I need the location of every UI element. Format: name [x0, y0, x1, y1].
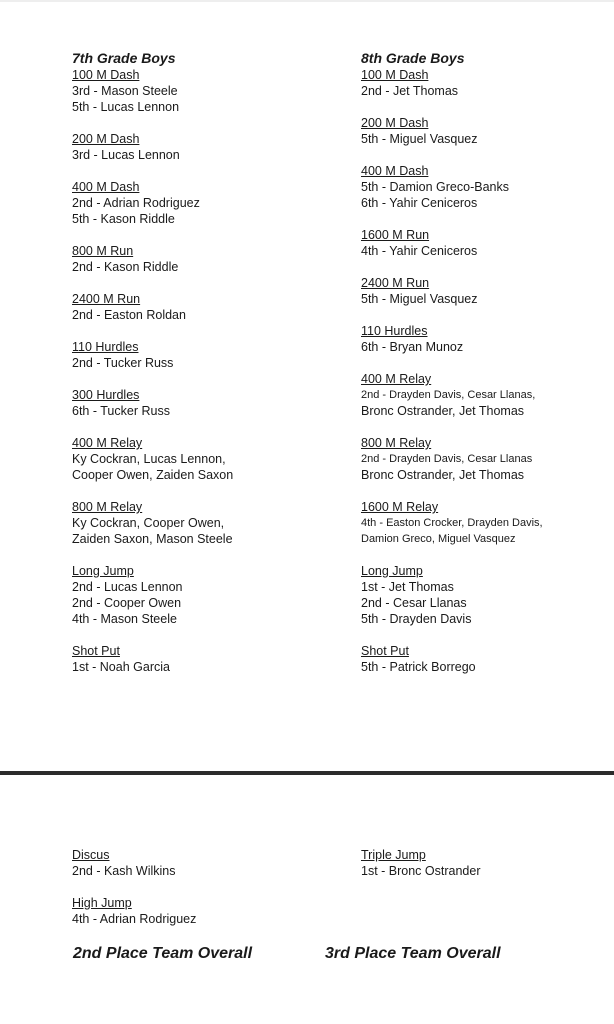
event-name: 800 M Relay: [72, 500, 143, 514]
event-name: 110 Hurdles: [361, 324, 428, 338]
event-200m-dash: [72, 131, 352, 163]
event-name: 800 M Relay: [361, 436, 432, 450]
event-name: 200 M Dash: [72, 132, 140, 146]
result-line: 2nd - Jet Thomas: [361, 84, 459, 98]
event-name: Shot Put: [361, 644, 409, 658]
result-line: 2nd - Easton Roldan: [72, 308, 186, 322]
result-line: 4th - Adrian Rodriguez: [72, 912, 197, 926]
seventh-grade-heading: 7th Grade Boys: [72, 50, 176, 66]
event-110-hurdles: [361, 323, 614, 355]
result-line: Ky Cockran, Lucas Lennon,: [72, 452, 226, 466]
seventh-team-overall: 2nd Place Team Overall: [73, 945, 253, 962]
result-line: 5th - Kason Riddle: [72, 212, 175, 226]
event-300-hurdles: [72, 387, 352, 419]
lower-left-column: [72, 847, 352, 943]
event-1600m-run: [361, 227, 614, 259]
result-line: 2nd - Lucas Lennon: [72, 580, 183, 594]
page-divider: [0, 771, 614, 775]
event-shot-put: [72, 643, 352, 675]
result-line: Bronc Ostrander, Jet Thomas: [361, 468, 525, 482]
event-name: Shot Put: [72, 644, 120, 658]
eighth-grade-heading: 8th Grade Boys: [361, 50, 465, 66]
event-100m-dash: [72, 67, 352, 115]
event-name: 300 Hurdles: [72, 388, 140, 402]
event-800m-relay: [72, 499, 352, 547]
event-name: 2400 M Run: [72, 292, 141, 306]
event-400m-dash: [361, 163, 614, 211]
result-line: 3rd - Lucas Lennon: [72, 148, 180, 162]
event-name: 200 M Dash: [361, 116, 429, 130]
result-line: 2nd - Kash Wilkins: [72, 864, 176, 878]
result-line: 2nd - Drayden Davis, Cesar Llanas,: [361, 389, 536, 401]
event-110-hurdles: [72, 339, 352, 371]
event-100m-dash: [361, 67, 614, 99]
result-line: 2nd - Cesar Llanas: [361, 596, 467, 610]
event-name: 400 M Relay: [361, 372, 432, 386]
event-200m-dash: [361, 115, 614, 147]
event-name: 800 M Run: [72, 244, 134, 258]
event-2400m-run: [361, 275, 614, 307]
event-name: 2400 M Run: [361, 276, 430, 290]
eighth-grade-column: [361, 50, 614, 691]
result-line: 5th - Drayden Davis: [361, 612, 472, 626]
event-name: 400 M Dash: [72, 180, 140, 194]
event-name: High Jump: [72, 896, 132, 910]
event-shot-put: [361, 643, 614, 675]
event-400m-relay: [72, 435, 352, 483]
seventh-grade-column: [72, 50, 352, 691]
result-line: Bronc Ostrander, Jet Thomas: [361, 404, 525, 418]
result-line: 1st - Jet Thomas: [361, 580, 454, 594]
lower-right-column: [361, 847, 614, 895]
result-line: 2nd - Kason Riddle: [72, 260, 179, 274]
result-line: 2nd - Tucker Russ: [72, 356, 174, 370]
event-name: 1600 M Relay: [361, 500, 439, 514]
event-2400m-run: [72, 291, 352, 323]
result-line: 1st - Noah Garcia: [72, 660, 170, 674]
eighth-team-overall: 3rd Place Team Overall: [325, 945, 501, 962]
result-line: Damion Greco, Miguel Vasquez: [361, 533, 516, 545]
event-name: Discus: [72, 848, 110, 862]
event-name: 100 M Dash: [72, 68, 140, 82]
result-line: 5th - Miguel Vasquez: [361, 292, 478, 306]
result-line: 2nd - Drayden Davis, Cesar Llanas: [361, 453, 533, 465]
result-line: 3rd - Mason Steele: [72, 84, 178, 98]
result-line: 1st - Bronc Ostrander: [361, 864, 481, 878]
result-line: Cooper Owen, Zaiden Saxon: [72, 468, 234, 482]
result-line: 5th - Damion Greco-Banks: [361, 180, 509, 194]
event-long-jump: [361, 563, 614, 627]
event-high-jump: [72, 895, 352, 927]
result-line: 6th - Bryan Munoz: [361, 340, 464, 354]
event-name: 100 M Dash: [361, 68, 429, 82]
page-top-edge: [0, 0, 614, 2]
event-name: 1600 M Run: [361, 228, 430, 242]
event-400m-dash: [72, 179, 352, 227]
result-line: Ky Cockran, Cooper Owen,: [72, 516, 225, 530]
event-1600m-relay: [361, 499, 614, 547]
result-line: 4th - Easton Crocker, Drayden Davis,: [361, 517, 543, 529]
event-name: Triple Jump: [361, 848, 426, 862]
event-800m-run: [72, 243, 352, 275]
result-line: 5th - Lucas Lennon: [72, 100, 180, 114]
event-name: Long Jump: [72, 564, 134, 578]
result-line: 2nd - Adrian Rodriguez: [72, 196, 200, 210]
event-long-jump: [72, 563, 352, 627]
event-800m-relay: [361, 435, 614, 483]
result-line: 2nd - Cooper Owen: [72, 596, 182, 610]
event-name: 400 M Relay: [72, 436, 143, 450]
event-triple-jump: [361, 847, 614, 879]
result-line: 6th - Yahir Ceniceros: [361, 196, 478, 210]
event-name: 400 M Dash: [361, 164, 429, 178]
result-line: 4th - Yahir Ceniceros: [361, 244, 478, 258]
result-line: Zaiden Saxon, Mason Steele: [72, 532, 233, 546]
result-line: 5th - Miguel Vasquez: [361, 132, 478, 146]
result-line: 6th - Tucker Russ: [72, 404, 170, 418]
result-line: 5th - Patrick Borrego: [361, 660, 476, 674]
event-discus: [72, 847, 352, 879]
event-name: 110 Hurdles: [72, 340, 139, 354]
result-line: 4th - Mason Steele: [72, 612, 177, 626]
event-name: Long Jump: [361, 564, 423, 578]
event-400m-relay: [361, 371, 614, 419]
